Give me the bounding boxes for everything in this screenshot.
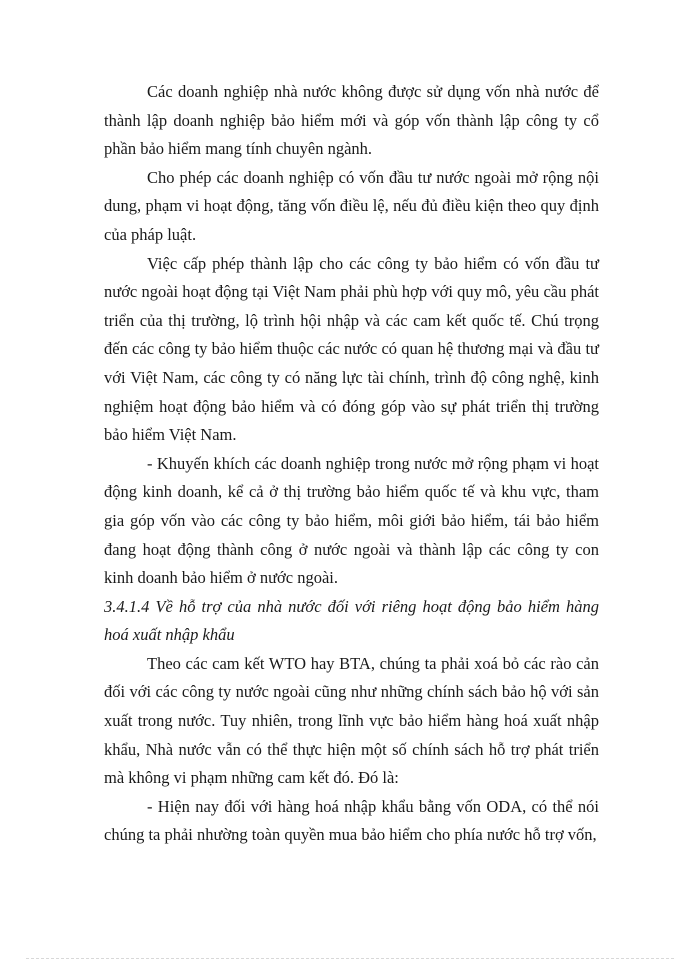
paragraph-state-enterprises: Các doanh nghiệp nhà nước không được sử dụng vốn nhà nước để thành lập doanh nghiệp bảo hiểm mới và góp vốn thành lập công ty cổ phần bảo hiểm mang tính chuyên ngành. — [104, 82, 599, 159]
paragraph-wto-bta-commitments: Theo các cam kết WTO hay BTA, chúng ta phải xoá bỏ các rào cản đối với các công ty nước ngoài cũng như những chính sách bảo hộ với sản xuất trong nước. Tuy nhiên, trong lĩnh vực bảo hiểm hàng hoá xuất nhập khẩu, Nhà nước vẫn có thể thực hiện một số chính sách hỗ trợ phát triển mà không vi phạm những cam kết đó. Đó là: — [104, 653, 599, 788]
page-bottom-divider — [26, 958, 674, 959]
section-heading-3-4-1-4: 3.4.1.4 Về hỗ trợ của nhà nước đối với riêng hoạt động bảo hiểm hàng hoá xuất nhập khẩu — [104, 596, 599, 645]
paragraph-foreign-invested-expansion: Cho phép các doanh nghiệp có vốn đầu tư nước ngoài mở rộng nội dung, phạm vi hoạt động, tăng vốn điều lệ, nếu đủ điều kiện theo quy định của pháp luật. — [104, 167, 599, 244]
paragraph-licensing-foreign-insurers: Việc cấp phép thành lập cho các công ty bảo hiểm có vốn đầu tư nước ngoài hoạt động tại Việt Nam phải phù hợp với quy mô, yêu cầu phát triển của thị trường, lộ trình hội nhập và các cam kết quốc tế. Chú trọng đến các công ty bảo hiểm thuộc các nước có quan hệ thương mại và đầu tư với Việt Nam, các công ty có năng lực tài chính, trình độ công nghệ, kinh nghiệm hoạt động bảo hiểm và có đóng góp vào sự phát triển thị trường bảo hiểm Việt Nam. — [104, 253, 599, 445]
paragraph-oda-imports: - Hiện nay đối với hàng hoá nhập khẩu bằng vốn ODA, có thể nói chúng ta phải nhường toàn quyền mua bảo hiểm cho phía nước hỗ trợ vốn, — [104, 796, 599, 845]
paragraph-encourage-domestic: - Khuyến khích các doanh nghiệp trong nước mở rộng phạm vi hoạt động kinh doanh, kể cả ở thị trường bảo hiểm quốc tế và khu vực, tham gia góp vốn vào các công ty bảo hiểm, môi giới bảo hiểm, tái bảo hiểm đang hoạt động thành công ở nước ngoài và thành lập các công ty con kinh doanh bảo hiểm ở nước ngoài. — [104, 453, 599, 588]
document-page — [104, 78, 599, 850]
